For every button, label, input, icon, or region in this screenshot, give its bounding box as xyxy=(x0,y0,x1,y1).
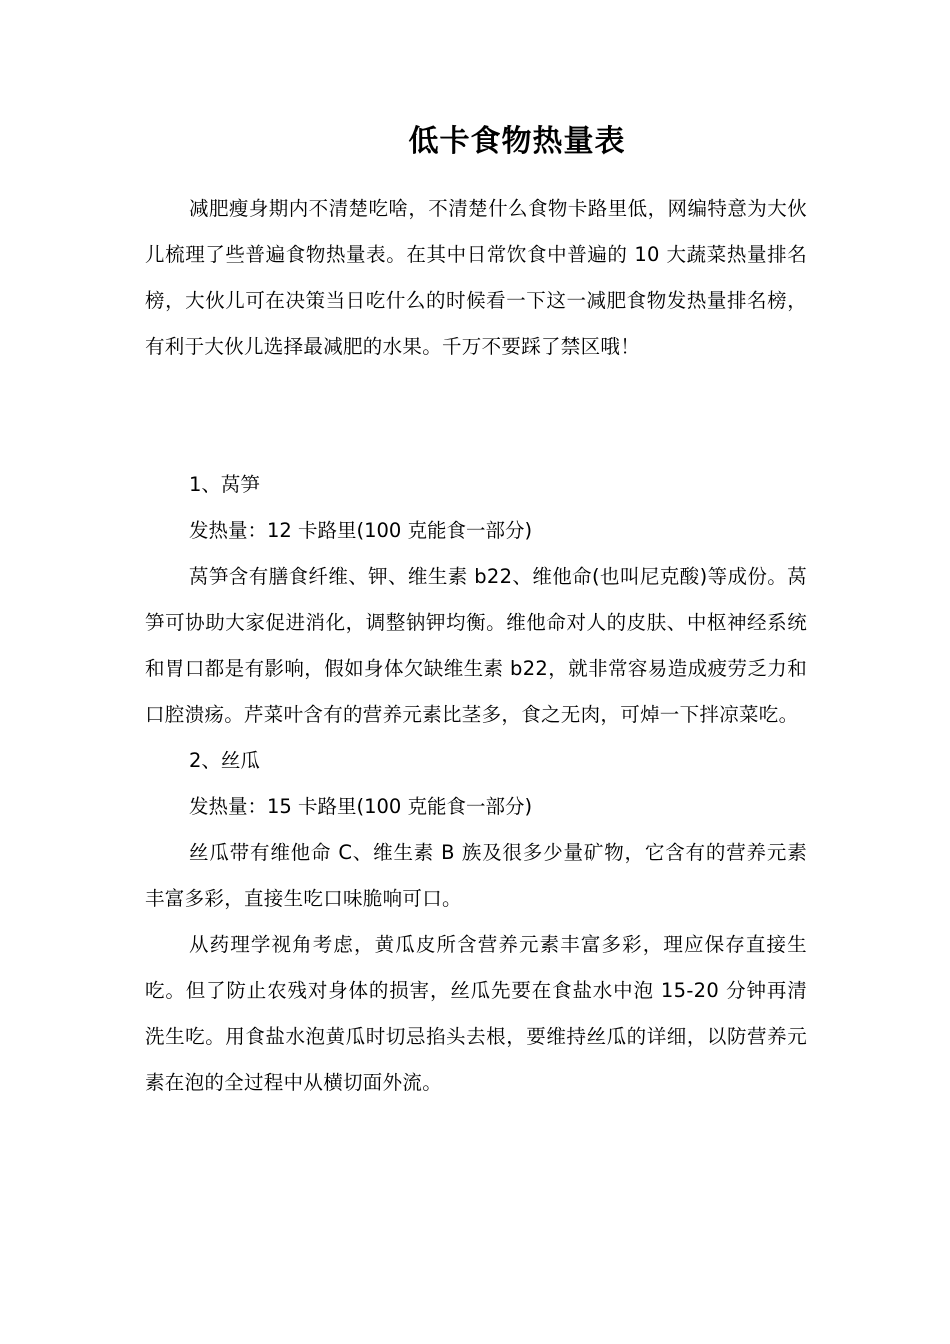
section-lettuce xyxy=(145,462,807,738)
section-paragraph: 莴笋含有膳食纤维、钾、维生素 b22、维他命(也叫尼克酸)等成份。莴笋可协助大家促进消化，调整钠钾均衡。维他命对人的皮肤、中枢神经系统和胃口都是有影响，假如身体欠缺维生素 b22，就非常容易造成疲劳乏力和口腔溃疡。芹菜叶含有的营养元素比茎多，食之无肉，可焯一下拌凉菜吃。 xyxy=(145,565,807,726)
intro-paragraph: 减肥瘦身期内不清楚吃啥，不清楚什么食物卡路里低，网编特意为大伙儿梳理了些普遍食物热量表。在其中日常饮食中普遍的 10 大蔬菜热量排名榜，大伙儿可在决策当日吃什么的时候看一下这一减肥食物发热量排名榜，有利于大伙儿选择最减肥的水果。千万不要踩了禁区哦！ xyxy=(145,197,807,358)
blank-gap xyxy=(145,370,807,462)
section-heading: 1、莴笋 xyxy=(189,473,260,496)
section-paragraph: 丝瓜带有维他命 C、维生素 B 族及很多少量矿物，它含有的营养元素丰富多彩，直接生吃口味脆响可口。 xyxy=(145,841,807,910)
document-title: 低卡食物热量表 xyxy=(408,124,626,159)
section-paragraph: 从药理学视角考虑，黄瓜皮所含营养元素丰富多彩，理应保存直接生吃。但了防止农残对身体的损害，丝瓜先要在食盐水中泡 15-20 分钟再清洗生吃。用食盐水泡黄瓜时切忌掐头去根，要维持丝瓜的详细，以防营养元素在泡的全过程中从横切面外流。 xyxy=(145,933,807,1094)
section-heading: 2、丝瓜 xyxy=(189,749,260,772)
section-loofah xyxy=(145,738,807,1106)
calorie-line: 发热量：15 卡路里(100 克能食一部分) xyxy=(189,795,533,818)
calorie-line: 发热量：12 卡路里(100 克能食一部分) xyxy=(189,519,533,542)
document-body xyxy=(145,118,807,1106)
